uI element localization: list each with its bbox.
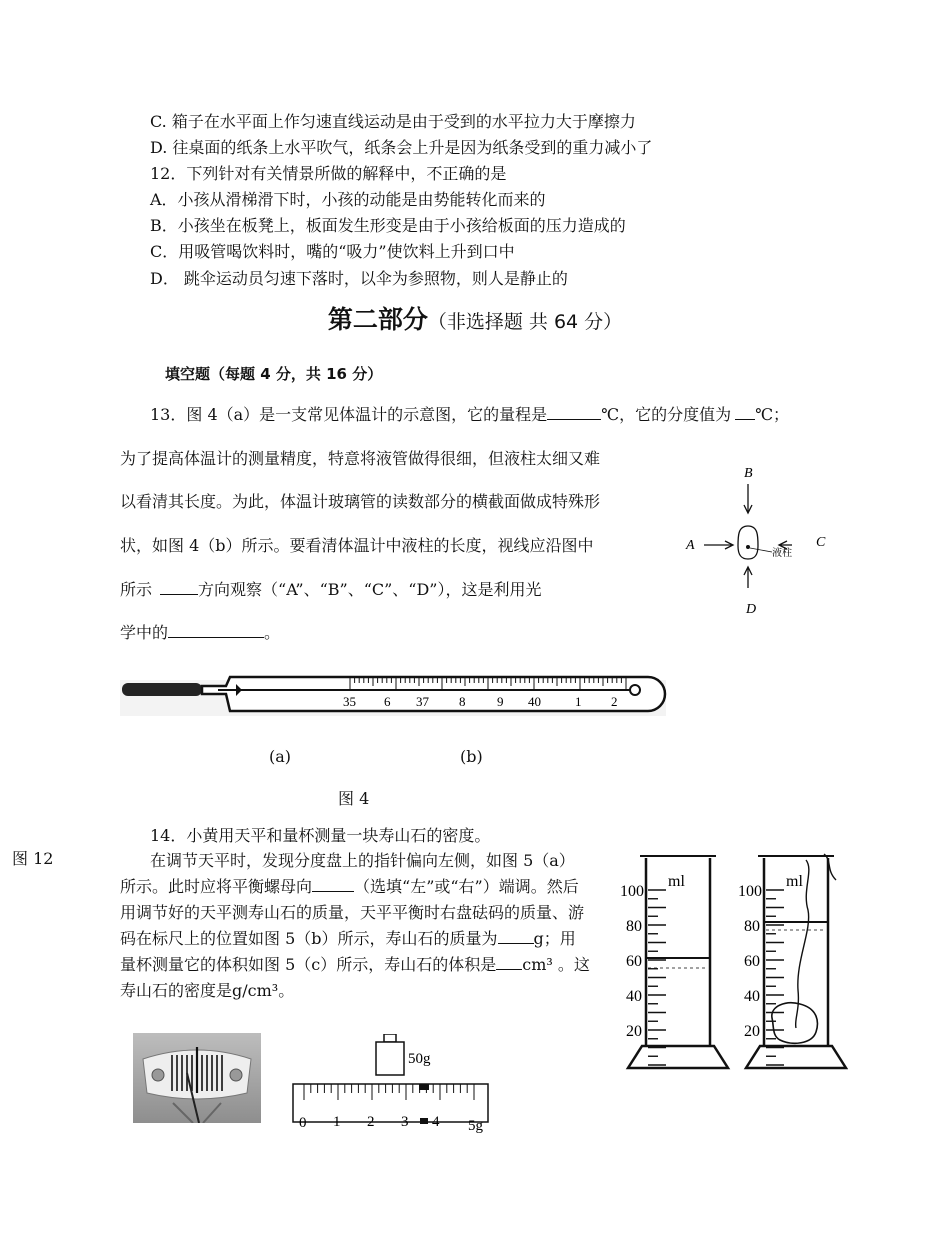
- scale-tick-label: 4: [432, 1114, 440, 1130]
- label-c: C: [816, 535, 826, 550]
- measuring-cylinders-figure: [618, 850, 848, 1080]
- stone: [772, 1003, 818, 1044]
- question-14-line1: 14．小黄用天平和量杯测量一块寿山石的密度。: [150, 826, 491, 845]
- figure-4a-label: (a): [269, 747, 292, 766]
- q13-blank-optics[interactable]: [168, 623, 264, 638]
- scale-tick-label: 5g: [468, 1118, 483, 1134]
- q13-text-5a: 所示: [120, 580, 153, 599]
- cyl-tick-label: 80: [626, 918, 642, 935]
- q14-text-3: g；用量杯测量它的体积如图 5（c）所示，寿山石的体积是: [120, 929, 576, 974]
- q13-text-b: ℃，它的分度值为: [601, 405, 732, 424]
- question-13-line3: 以看清其长度。为此，体温计玻璃管的读数部分的横截面做成特殊形: [120, 492, 601, 511]
- q13-text-5b: 方向观察（“A”、“B”、“C”、“D”），这是利用光: [198, 580, 542, 599]
- q14-blank-direction[interactable]: [312, 877, 354, 892]
- slider-scale: [293, 1084, 488, 1122]
- q13-text-6b: 。: [264, 623, 281, 642]
- cylinder-after: [738, 854, 846, 1068]
- option-c-12: C．用吸管喝饮料时，嘴的“吸力”使饮料上升到口中: [150, 242, 515, 261]
- liquid-leader: [750, 548, 772, 552]
- option-a-12: A．小孩从滑梯滑下时，小孩的动能是由势能转化而来的: [150, 190, 546, 209]
- slider-rider: [419, 1084, 429, 1090]
- q14-text-5: g/cm³。: [232, 981, 295, 1000]
- figure-4b-label: (b): [460, 747, 483, 766]
- thermo-tick-label: 1: [575, 694, 582, 709]
- liquid-dot: [746, 545, 750, 549]
- weight-label: 50g: [408, 1051, 431, 1067]
- label-b: B: [744, 466, 753, 481]
- label-liquid: 液柱: [772, 548, 792, 559]
- q14-blank-mass[interactable]: [498, 929, 534, 944]
- scale-tick-label: 2: [367, 1114, 375, 1130]
- cyl-tick-label: 20: [744, 1023, 760, 1040]
- thermo-tick-label: 6: [384, 694, 391, 709]
- section-title-main: 第二部分: [327, 305, 428, 334]
- question-13-line5: [120, 577, 542, 600]
- thermo-tick-label: 40: [528, 694, 541, 709]
- q14-text-4: cm³ 。这寿山石的密度是: [120, 955, 590, 1000]
- cyl-tick-label: 60: [626, 953, 642, 970]
- mass-scale-figure: [288, 1034, 498, 1134]
- question-13-line6: [120, 620, 280, 643]
- option-d-11: D. 往桌面的纸条上水平吹气，纸条会上升是因为纸条受到的重力减小了: [150, 138, 653, 157]
- cylinder-unit: ml: [668, 873, 685, 890]
- section-title: [0, 300, 950, 336]
- option-b-12: B．小孩坐在板凳上，板面发生形变是由于小孩给板面的压力造成的: [150, 216, 626, 235]
- q14-text-2: （选填“左”或“右”）端调。然后用调节好的天平测寿山石的质量，天平平衡时右盘砝码的质量、游码在标尺上的位置如图 5（b）所示，寿山石的质量为: [120, 877, 585, 948]
- q13-blank-direction[interactable]: [160, 580, 198, 595]
- slider-rider-bottom: [420, 1118, 428, 1124]
- label-a: A: [686, 538, 695, 553]
- thermo-tick-label: 9: [497, 694, 504, 709]
- cross-section-diagram: [680, 460, 830, 620]
- cyl-tick-label: 80: [744, 918, 760, 935]
- q13-text-c: ℃；: [755, 405, 789, 424]
- scale-tick-label: 3: [401, 1114, 409, 1130]
- section-subtitle: （非选择题 共 64 分）: [427, 311, 623, 333]
- thermo-tick-label: 35: [343, 694, 356, 709]
- cyl-tick-label: 100: [738, 883, 762, 900]
- cyl-tick-label: 60: [744, 953, 760, 970]
- cyl-tick-label: 100: [620, 883, 644, 900]
- q13-blank-range[interactable]: [547, 405, 601, 420]
- q13-text-6a: 学中的: [120, 623, 169, 642]
- scale-tick-label: 1: [333, 1114, 341, 1130]
- option-c-11: C. 箱子在水平面上作匀速直线运动是由于受到的水平拉力大于摩擦力: [150, 112, 636, 131]
- weight-block: [376, 1042, 404, 1075]
- cyl-tick-label: 40: [626, 988, 642, 1005]
- thermometer-bulb: [122, 683, 202, 696]
- cylinder-unit: ml: [786, 873, 803, 890]
- thermometer-end: [630, 685, 640, 695]
- label-d: D: [746, 602, 757, 617]
- question-13-line1: [150, 402, 789, 425]
- q14-text-1: 在调节天平时，发现分度盘上的指针偏向左侧，如图 5（a）所示。此时应将平衡螺母向: [120, 851, 575, 896]
- thermometer-body: [202, 677, 665, 711]
- cyl-tick-label: 40: [744, 988, 760, 1005]
- question-14-paragraph: [120, 848, 590, 1004]
- thermometer: [118, 668, 670, 728]
- figure-4-caption: 图 4: [338, 789, 370, 808]
- fill-in-heading: 填空题（每题 4 分，共 16 分）: [165, 365, 383, 383]
- balance-pointer-figure: [133, 1033, 261, 1123]
- q13-text-a: 13．图 4（a）是一支常见体温计的示意图，它的量程是: [150, 405, 548, 424]
- cyl-tick-label: 20: [626, 1023, 642, 1040]
- tube-cross-section: [738, 526, 758, 559]
- q13-blank-division[interactable]: [735, 405, 755, 420]
- question-12: 12．下列针对有关情景所做的解释中，不正确的是: [150, 164, 507, 183]
- q14-blank-volume[interactable]: [496, 955, 522, 970]
- side-figure-label: 图 12: [12, 849, 54, 868]
- thermo-tick-label: 37: [416, 694, 429, 709]
- cylinder-before: [620, 856, 728, 1068]
- option-d-12: D． 跳伞运动员匀速下落时，以伞为参照物，则人是静止的: [150, 269, 568, 288]
- thermo-tick-label: 2: [611, 694, 618, 709]
- scale-tick-label: 0: [299, 1115, 307, 1131]
- question-13-line2: 为了提高体温计的测量精度，特意将液管做得很细，但液柱太细又难: [120, 449, 601, 468]
- question-13-line4: 状，如图 4（b）所示。要看清体温计中液柱的长度，视线应沿图中: [120, 536, 594, 555]
- thermo-tick-label: 8: [459, 694, 466, 709]
